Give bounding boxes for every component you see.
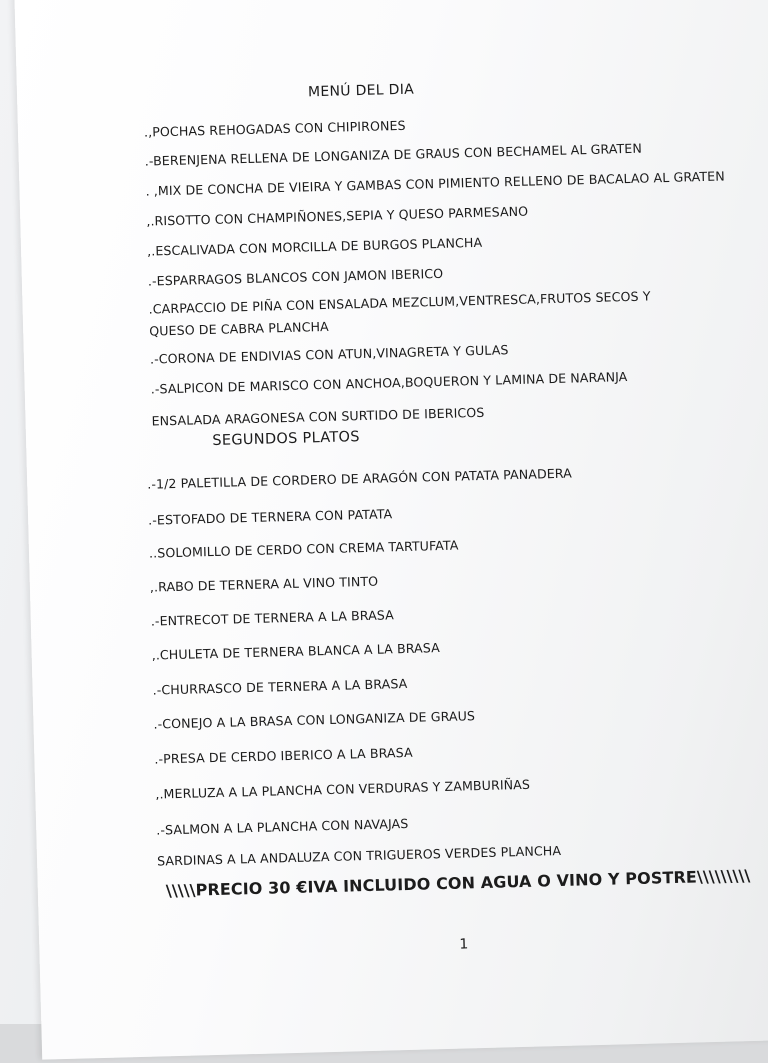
first-course-item: ,.ESCALIVADA CON MORCILLA DE BURGOS PLANCHA bbox=[146, 234, 483, 259]
first-course-item: . ,MIX DE CONCHA DE VIEIRA Y GAMBAS CON PIMIENTO RELLENO DE BACALAO AL GRATEN bbox=[145, 168, 725, 199]
second-course-item: .-ENTRECOT DE TERNERA A LA BRASA bbox=[150, 607, 395, 629]
menu-title: MENÚ DEL DIA bbox=[307, 81, 415, 101]
price-line: \\\\\PRECIO 30 €IVA INCLUIDO CON AGUA O VINO Y POSTRE\\\\\\\\\ bbox=[165, 866, 751, 901]
page-number: 1 bbox=[459, 936, 469, 953]
first-course-item: .-SALPICON DE MARISCO CON ANCHOA,BOQUERON Y LAMINA DE NARANJA bbox=[150, 369, 628, 397]
second-course-item: ,.MERLUZA A LA PLANCHA CON VERDURAS Y ZAMBURIÑAS bbox=[155, 776, 531, 802]
second-course-item: ,.CHULETA DE TERNERA BLANCA A LA BRASA bbox=[151, 640, 440, 663]
first-course-item: .-BERENJENA RELLENA DE LONGANIZA DE GRAUS CON BECHAMEL AL GRATEN bbox=[144, 140, 643, 169]
first-course-item: .,POCHAS REHOGADAS CON CHIPIRONES bbox=[143, 117, 406, 140]
second-course-item: .-SALMON A LA PLANCHA CON NAVAJAS bbox=[156, 815, 409, 838]
second-course-item: ,.RABO DE TERNERA AL VINO TINTO bbox=[149, 573, 379, 595]
menu-sheet bbox=[14, 0, 768, 1060]
first-course-item: ENSALADA ARAGONESA CON SURTIDO DE IBERICOS bbox=[151, 404, 485, 429]
second-course-item: .-CHURRASCO DE TERNERA A LA BRASA bbox=[152, 675, 408, 698]
second-course-item: .-1/2 PALETILLA DE CORDERO DE ARAGÓN CON PATATA PANADERA bbox=[147, 465, 573, 492]
second-course-item: .-ESTOFADO DE TERNERA CON PATATA bbox=[147, 506, 393, 528]
first-course-item: .-ESPARRAGOS BLANCOS CON JAMON IBERICO bbox=[147, 265, 444, 289]
first-course-item: ,.RISOTTO CON CHAMPIÑONES,SEPIA Y QUESO PARMESANO bbox=[146, 203, 529, 229]
second-course-item: ..SOLOMILLO DE CERDO CON CREMA TARTUFATA bbox=[148, 537, 459, 561]
second-courses-title: SEGUNDOS PLATOS bbox=[212, 429, 360, 449]
second-course-item: .-CONEJO A LA BRASA CON LONGANIZA DE GRAUS bbox=[153, 708, 476, 732]
second-course-item: .-PRESA DE CERDO IBERICO A LA BRASA bbox=[154, 744, 413, 767]
first-course-item: .-CORONA DE ENDIVIAS CON ATUN,VINAGRETA Y GULAS bbox=[149, 342, 509, 367]
first-course-item: .CARPACCIO DE PIÑA CON ENSALADA MEZCLUM,VENTRESCA,FRUTOS SECOS Y QUESO DE CABRA PLANCHA bbox=[148, 288, 651, 339]
second-course-item: SARDINAS A LA ANDALUZA CON TRIGUEROS VERDES PLANCHA bbox=[156, 842, 562, 869]
